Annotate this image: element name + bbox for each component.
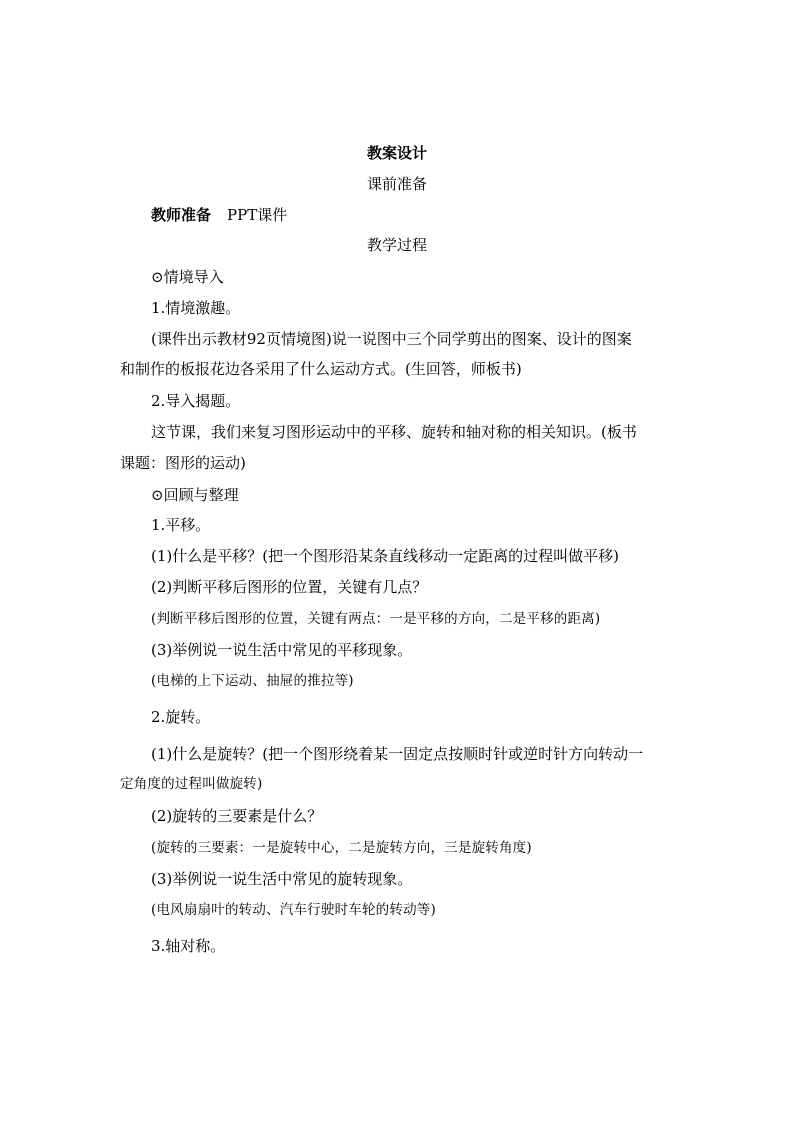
part1-item2-text-line2: 课题：图形的运动) bbox=[120, 454, 246, 472]
teacher-prep-row bbox=[151, 205, 287, 225]
part1-item2-title: 2.导入揭题。 bbox=[151, 392, 241, 410]
teacher-prep-label: 教师准备 bbox=[151, 206, 212, 224]
part1-item1-text-line2: 和制作的板报花边各采用了什么运动方式。(生回答，师板书) bbox=[120, 360, 522, 378]
symmetry-title: 3.轴对称。 bbox=[151, 937, 226, 955]
translation-answer-3: (电梯的上下运动、抽屉的推拉等) bbox=[151, 673, 354, 689]
section-heading-prep: 课前准备 bbox=[366, 175, 427, 193]
translation-question-3: (3)举例说一说生活中常见的平移现象。 bbox=[151, 641, 413, 659]
teacher-prep-value: PPT课件 bbox=[227, 206, 288, 224]
rotation-question-2: (2)旋转的三要素是什么？ bbox=[151, 807, 323, 825]
part2-heading: ⊙回顾与整理 bbox=[151, 486, 239, 504]
part1-item1-title: 1.情境激趣。 bbox=[151, 299, 241, 317]
rotation-question-3: (3)举例说一说生活中常见的旋转现象。 bbox=[151, 870, 413, 888]
rotation-question-1-line1: (1)什么是旋转？(把一个图形绕着某一固定点按顺时针或逆时针方向转动一 bbox=[151, 745, 644, 763]
section-heading-process: 教学过程 bbox=[366, 236, 427, 254]
rotation-question-1-line2: 定角度的过程叫做旋转) bbox=[120, 776, 263, 792]
translation-title: 1.平移。 bbox=[151, 516, 211, 534]
rotation-answer-2: (旋转的三要素：一是旋转中心，二是旋转方向，三是旋转角度) bbox=[151, 840, 532, 856]
page-title: 教案设计 bbox=[366, 144, 427, 162]
rotation-title: 2.旋转。 bbox=[151, 708, 211, 726]
part1-item2-text-line1: 这节课，我们来复习图形运动中的平移、旋转和轴对称的相关知识。(板书 bbox=[151, 423, 637, 441]
part1-heading: ⊙情境导入 bbox=[151, 268, 224, 286]
rotation-answer-3: (电风扇扇叶的转动、汽车行驶时车轮的转动等) bbox=[151, 902, 436, 918]
part1-item1-text-line1: (课件出示教材92页情境图)说一说图中三个同学剪出的图案、设计的图案 bbox=[151, 330, 632, 348]
translation-answer-2: (判断平移后图形的位置，关键有两点：一是平移的方向，二是平移的距离) bbox=[151, 611, 601, 627]
translation-question-1: (1)什么是平移？(把一个图形沿某条直线移动一定距离的过程叫做平移) bbox=[151, 547, 619, 565]
translation-question-2: (2)判断平移后图形的位置，关键有几点？ bbox=[151, 578, 428, 596]
